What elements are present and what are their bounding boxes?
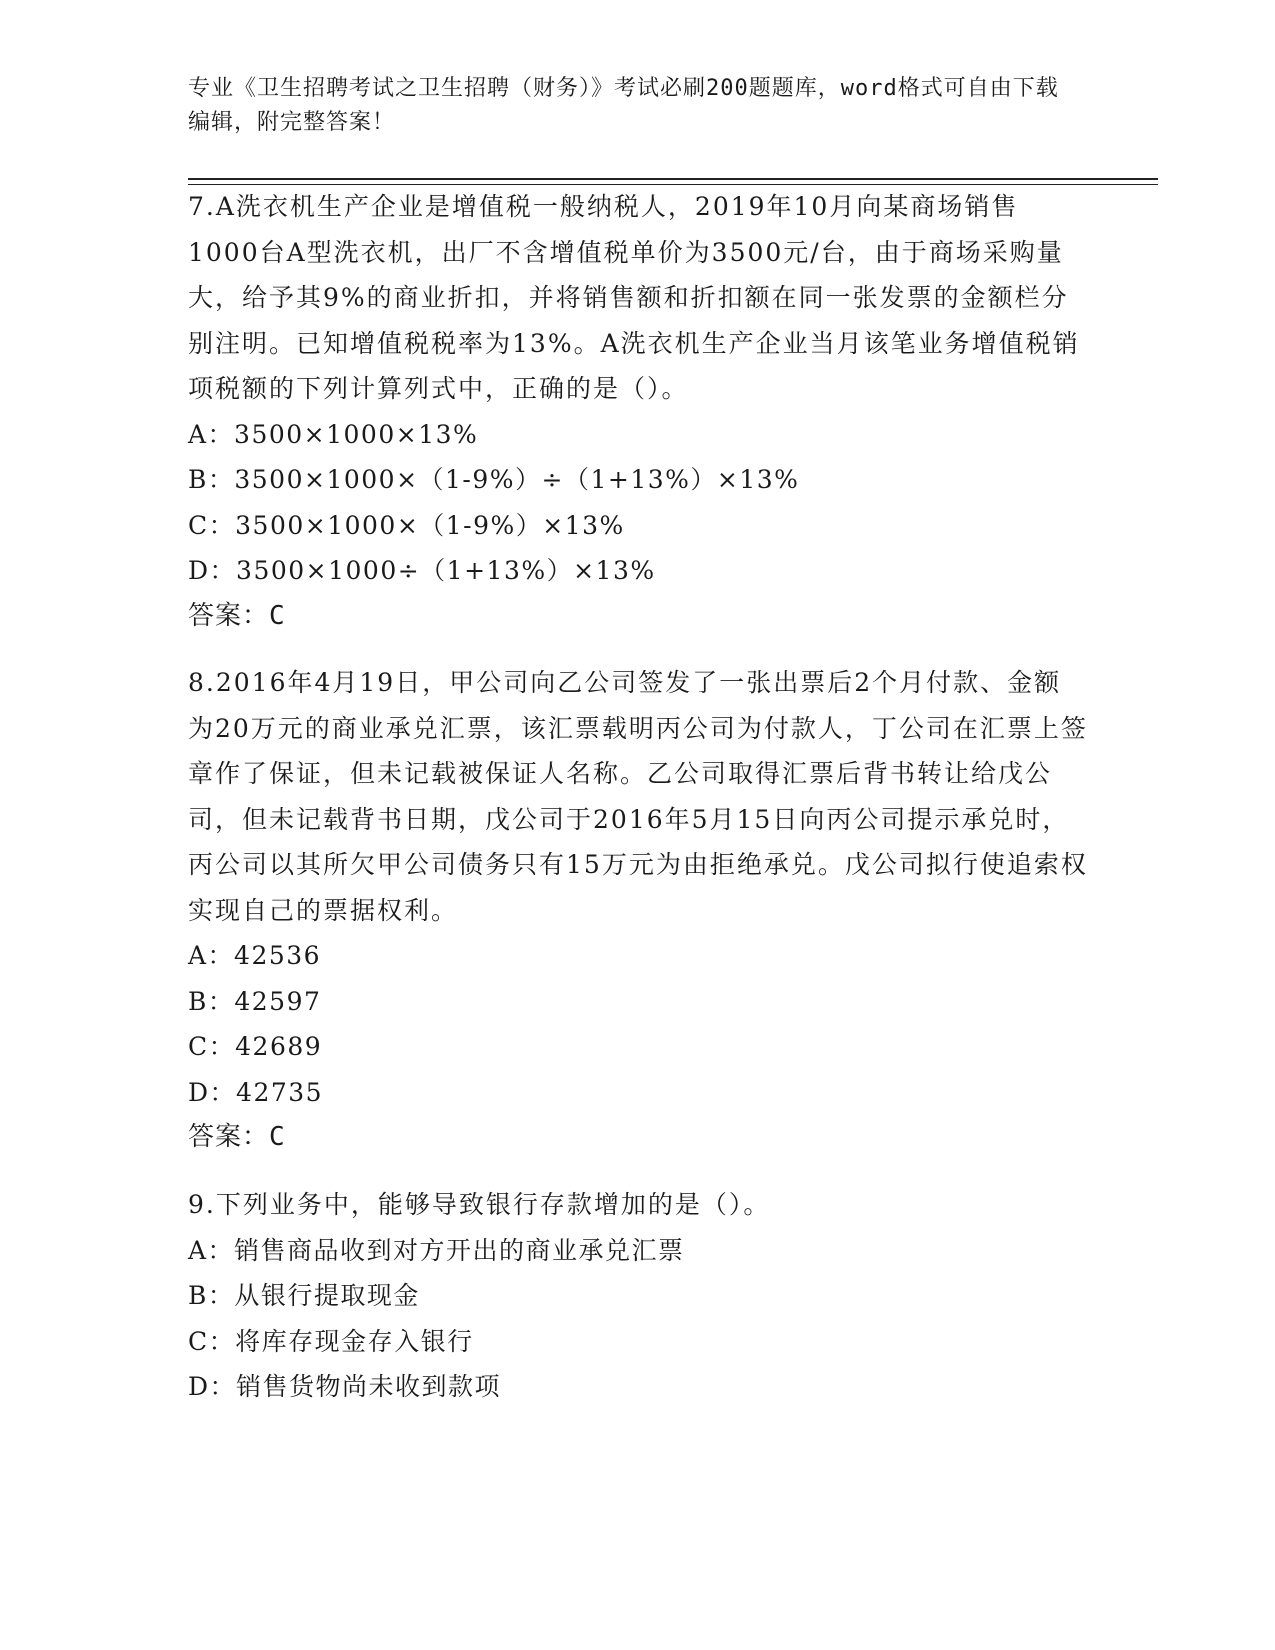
option-c: C：42689 [188,1032,323,1061]
answer-line: 答案：C [188,600,286,631]
question-8 [188,660,1088,1161]
option-b: B：42597 [188,986,322,1016]
option-d: D：42735 [188,1077,324,1107]
option-c: C：3500×1000×（1-9%）×13% [188,510,625,540]
question-9 [188,1182,1088,1410]
option-b: B：3500×1000×（1-9%）÷（1+13%）×13% [188,465,800,494]
question-7 [188,184,1088,639]
question-stem: 9.下列业务中，能够导致银行存款增加的是（）。 [188,1190,771,1219]
option-d: D：销售货物尚未收到款项 [188,1372,502,1401]
option-a: A：3500×1000×13% [188,419,479,449]
document-header: 专业《卫生招聘考试之卫生招聘（财务）》考试必刷200题题库，word格式可自由下载编辑，附完整答案！ [188,76,1059,135]
option-a: A：销售商品收到对方开出的商业承兑汇票 [188,1235,685,1265]
header-divider-thick [188,178,1158,180]
option-d: D：3500×1000÷（1+13%）×13% [188,556,656,585]
answer-line: 答案：C [188,1122,286,1152]
question-stem: 7.A洗衣机生产企业是增值税一般纳税人，2019年10月向某商场销售1000台A型洗衣机，出厂不含增值税单价为3500元/台，由于商场采购量大，给予其9%的商业折扣，并将销售额和折扣额在同一张发票的金额栏分别注明。已知增值税税率为13%。A洗衣机生产企业当月该笔业务增值税销项税额的下列计算列式中，正确的是（）。 [188,192,1080,403]
option-c: C：将库存现金存入银行 [188,1326,474,1356]
option-b: B：从银行提取现金 [188,1281,420,1310]
question-stem: 8.2016年4月19日，甲公司向乙公司签发了一张出票后2个月付款、金额为20万元的商业承兑汇票，该汇票载明丙公司为付款人，丁公司在汇票上签章作了保证，但未记载被保证人名称。乙公司取得汇票后背书转让给戊公司，但未记载背书日期，戊公司于2016年5月15日向丙公司提示承兑时，丙公司以其所欠甲公司债务只有15万元为由拒绝承兑。戊公司拟行使追索权实现自己的票据权利。 [188,668,1088,925]
option-a: A：42536 [188,941,322,970]
